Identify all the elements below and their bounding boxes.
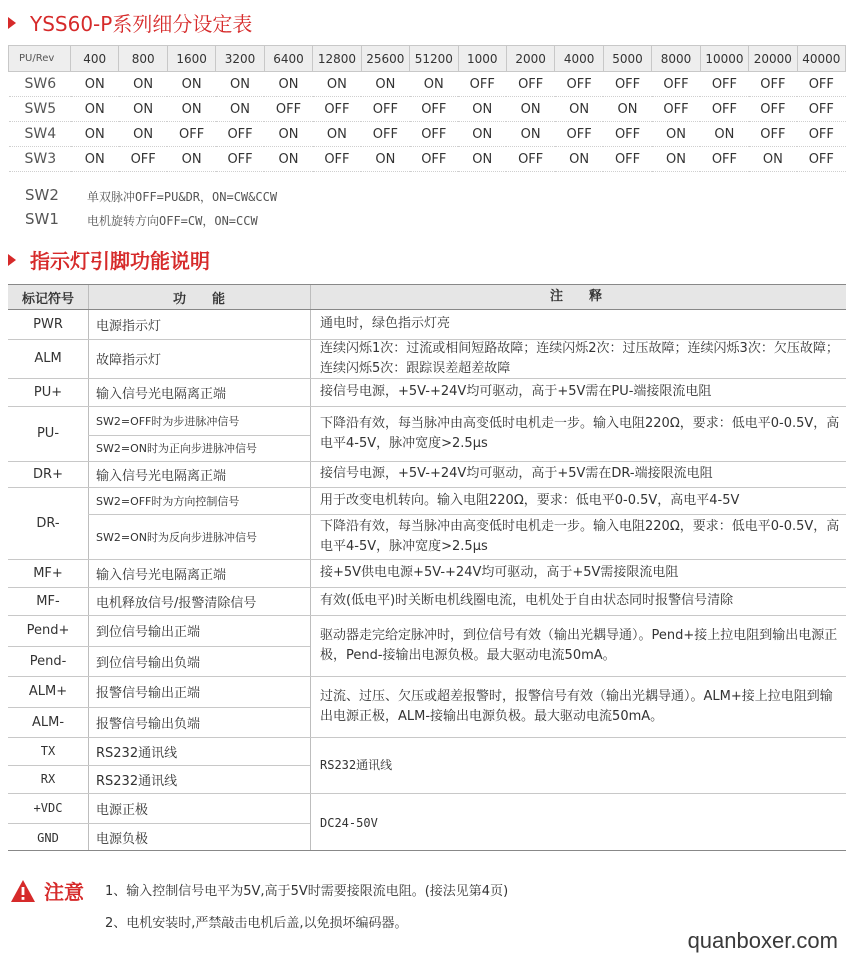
switch-state-cell: OFF <box>700 147 748 172</box>
switch-state-cell: ON <box>264 122 312 147</box>
alm-minus-function: 报警信号输出负端 <box>96 716 201 732</box>
switch-label: SW4 <box>9 122 71 147</box>
pwr-function: 电源指示灯 <box>96 318 162 334</box>
switch-state-cell: ON <box>603 97 651 122</box>
switch-state-cell: ON <box>458 147 506 172</box>
switch-state-cell: OFF <box>603 72 651 97</box>
switch-state-cell: OFF <box>361 122 409 147</box>
alm-plus-function: 报警信号输出正端 <box>96 686 201 701</box>
pwr-symbol: PWR <box>33 316 63 332</box>
switch-state-cell: ON <box>313 72 361 97</box>
watermark-text: quanboxer.com <box>687 928 838 953</box>
sw1-note <box>25 210 258 229</box>
switch-state-cell: OFF <box>313 97 361 122</box>
power-note: DC24-50V <box>320 815 378 830</box>
pulse-header-cell: 25600 <box>361 46 409 72</box>
switch-state-cell: OFF <box>603 147 651 172</box>
switch-state-cell: ON <box>119 72 167 97</box>
pu-minus-symbol: PU- <box>36 426 60 441</box>
switch-row <box>9 72 846 97</box>
switch-state-cell: OFF <box>700 97 748 122</box>
pulse-header-cell: 4000 <box>555 46 603 72</box>
notice-line-2: 2、电机安装时,严禁敲击电机后盖,以免损坏编码器。 <box>105 916 408 931</box>
rs232-note: RS232通讯线 <box>320 758 393 772</box>
section-title-pins <box>8 245 210 274</box>
gnd-symbol: GND <box>37 830 59 845</box>
dr-plus-symbol: DR+ <box>33 466 63 482</box>
pulse-header-cell: 800 <box>119 46 167 72</box>
pulse-header-cell: 6400 <box>264 46 312 72</box>
subdivision-header-row <box>9 46 846 72</box>
rx-function: RS232通讯线 <box>96 773 178 789</box>
mf-plus-symbol: MF+ <box>33 565 63 581</box>
switch-state-cell: OFF <box>216 122 264 147</box>
pin-table-header <box>8 285 846 309</box>
alm-symbol: ALM <box>34 351 62 366</box>
switch-state-cell: ON <box>361 147 409 172</box>
switch-label: SW5 <box>9 97 71 122</box>
switch-state-cell: OFF <box>652 72 700 97</box>
sw1-key: SW1 <box>25 210 59 228</box>
pulse-header-cell: 51200 <box>410 46 458 72</box>
switch-row <box>9 122 846 147</box>
section-title-text: 指示灯引脚功能说明 <box>30 249 210 273</box>
vdc-symbol: +VDC <box>33 801 63 815</box>
pwr-note: 通电时，绿色指示灯亮 <box>320 316 451 331</box>
tx-function: RS232通讯线 <box>96 745 178 761</box>
dr-plus-note: 接信号电源，+5V-+24V均可驱动，高于+5V需在DR-端接限流电阻 <box>320 466 713 481</box>
switch-label: SW3 <box>9 147 71 172</box>
mf-minus-symbol: MF- <box>36 593 60 609</box>
notice-heading <box>10 876 84 905</box>
switch-state-cell: OFF <box>797 147 845 172</box>
switch-state-cell: OFF <box>410 122 458 147</box>
switch-state-cell: OFF <box>458 72 506 97</box>
switch-state-cell: ON <box>652 122 700 147</box>
pend-note: 驱动器走完给定脉冲时，到位信号有效（输出光耦导通）。Pend+接上拉电阻到输出电源正极，Pend-接输出电源负极。最大驱动电流50mA。 <box>320 627 838 663</box>
section-title-text: YSS60-P系列细分设定表 <box>30 12 253 36</box>
tx-symbol: TX <box>40 744 56 758</box>
notice-label: 注意 <box>44 880 84 904</box>
pulse-header-cell: 20000 <box>749 46 797 72</box>
warning-icon <box>10 879 36 903</box>
triangle-bullet-icon <box>8 254 16 266</box>
pu-minus-function-off: SW2=OFF时为步进脉冲信号 <box>96 414 240 428</box>
switch-state-cell: ON <box>71 72 119 97</box>
switch-state-cell: OFF <box>506 72 554 97</box>
switch-state-cell: ON <box>313 122 361 147</box>
switch-state-cell: ON <box>71 122 119 147</box>
mf-plus-note: 接+5V供电电源+5V-+24V均可驱动，高于+5V需接限流电阻 <box>320 565 679 580</box>
pulse-header-cell: 2000 <box>506 46 554 72</box>
notice-line-1: 1、输入控制信号电平为5V,高于5V时需要接限流电阻。(接法见第4页) <box>105 884 509 899</box>
switch-state-cell: ON <box>506 97 554 122</box>
switch-state-cell: ON <box>167 72 215 97</box>
switch-state-cell: ON <box>652 147 700 172</box>
pu-minus-note: 下降沿有效，每当脉冲由高变低时电机走一步。输入电阻220Ω，要求：低电平0-0.5V，高电平4-5V，脉冲宽度>2.5μs <box>320 415 840 451</box>
vdc-function: 电源正极 <box>96 802 149 818</box>
switch-state-cell: ON <box>264 72 312 97</box>
section-title-subdivision <box>8 8 252 37</box>
switch-state-cell: ON <box>71 147 119 172</box>
alm-function: 故障指示灯 <box>96 353 162 368</box>
switch-row <box>9 97 846 122</box>
pu-minus-function-on: SW2=ON时为正向步进脉冲信号 <box>96 442 257 455</box>
switch-state-cell: ON <box>119 122 167 147</box>
switch-state-cell: OFF <box>700 72 748 97</box>
switch-state-cell: OFF <box>749 122 797 147</box>
switch-state-cell: OFF <box>167 122 215 147</box>
alm-note: 连续闪烁1次：过流或相间短路故障；连续闪烁2次：过压故障；连续闪烁3次：欠压故障；连续闪烁5次：跟踪误差超差故障 <box>320 340 839 376</box>
subdivision-table <box>8 45 846 172</box>
header-function: 功 能 <box>172 291 225 307</box>
dr-minus-note-on: 下降沿有效，每当脉冲由高变低时电机走一步。输入电阻220Ω，要求：低电平0-0.5V，高电平4-5V，脉冲宽度>2.5μs <box>320 518 840 554</box>
sw2-note <box>25 186 277 205</box>
mf-minus-note: 有效(低电平)时关断电机线圈电流，电机处于自由状态同时报警信号清除 <box>320 593 734 608</box>
switch-state-cell: OFF <box>410 97 458 122</box>
header-note: 注 释 <box>549 289 602 304</box>
sw1-text: 电机旋转方向OFF=CW，ON=CCW <box>87 214 258 228</box>
switch-state-cell: ON <box>555 97 603 122</box>
switch-state-cell: OFF <box>264 97 312 122</box>
pend-minus-function: 到位信号输出负端 <box>96 655 201 671</box>
pulse-header-cell: 1600 <box>167 46 215 72</box>
switch-state-cell: ON <box>458 122 506 147</box>
alarm-note: 过流、过压、欠压或超差报警时，报警信号有效（输出光耦导通）。ALM+接上拉电阻到输出电源正极，ALM-接输出电源负极。最大驱动电流50mA。 <box>320 688 833 724</box>
switch-state-cell: ON <box>167 97 215 122</box>
pu-plus-note: 接信号电源，+5V-+24V均可驱动，高于+5V需在PU-端接限流电阻 <box>320 384 712 399</box>
switch-state-cell: ON <box>216 72 264 97</box>
switch-state-cell: ON <box>264 147 312 172</box>
pend-plus-function: 到位信号输出正端 <box>96 625 201 640</box>
switch-state-cell: ON <box>410 72 458 97</box>
alm-minus-symbol: ALM- <box>31 714 65 730</box>
header-label: PU/Rev <box>9 46 71 72</box>
gnd-function: 电源负极 <box>96 832 149 847</box>
pulse-header-cell: 3200 <box>216 46 264 72</box>
pulse-header-cell: 40000 <box>797 46 845 72</box>
switch-state-cell: OFF <box>506 147 554 172</box>
dr-minus-function-on: SW2=ON时为反向步进脉冲信号 <box>96 530 257 544</box>
switch-state-cell: ON <box>361 72 409 97</box>
pin-function-table <box>8 284 846 851</box>
switch-state-cell: OFF <box>749 72 797 97</box>
switch-state-cell: ON <box>216 97 264 122</box>
pulse-header-cell: 5000 <box>603 46 651 72</box>
switch-state-cell: OFF <box>216 147 264 172</box>
switch-state-cell: ON <box>71 97 119 122</box>
switch-state-cell: OFF <box>797 122 845 147</box>
pend-plus-symbol: Pend+ <box>26 623 70 638</box>
dr-minus-symbol: DR- <box>36 515 60 531</box>
sw2-text: 单双脉冲OFF=PU&DR，ON=CW&CCW <box>87 190 278 204</box>
alm-plus-symbol: ALM+ <box>28 684 68 699</box>
switch-label: SW6 <box>9 72 71 97</box>
pulse-header-cell: 1000 <box>458 46 506 72</box>
switch-state-cell: ON <box>458 97 506 122</box>
triangle-bullet-icon <box>8 17 16 29</box>
pulse-header-cell: 8000 <box>652 46 700 72</box>
switch-state-cell: OFF <box>361 97 409 122</box>
pulse-header-cell: 12800 <box>313 46 361 72</box>
switch-state-cell: OFF <box>555 72 603 97</box>
switch-state-cell: OFF <box>797 97 845 122</box>
switch-state-cell: OFF <box>797 72 845 97</box>
pu-plus-function: 输入信号光电隔离正端 <box>96 386 227 402</box>
pu-plus-symbol: PU+ <box>33 384 63 400</box>
switch-state-cell: ON <box>167 147 215 172</box>
switch-state-cell: ON <box>506 122 554 147</box>
pend-minus-symbol: Pend- <box>29 653 67 669</box>
switch-row <box>9 147 846 172</box>
switch-state-cell: OFF <box>410 147 458 172</box>
switch-state-cell: ON <box>555 147 603 172</box>
switch-state-cell: OFF <box>313 147 361 172</box>
pulse-header-cell: 10000 <box>700 46 748 72</box>
switch-state-cell: OFF <box>555 122 603 147</box>
mf-plus-function: 输入信号光电隔离正端 <box>96 567 227 583</box>
switch-state-cell: ON <box>749 147 797 172</box>
switch-state-cell: ON <box>119 97 167 122</box>
dr-minus-function-off: SW2=OFF时为方向控制信号 <box>96 494 240 508</box>
switch-state-cell: OFF <box>749 97 797 122</box>
pulse-header-cell: 400 <box>71 46 119 72</box>
switch-state-cell: OFF <box>652 97 700 122</box>
rx-symbol: RX <box>40 772 56 786</box>
switch-state-cell: ON <box>700 122 748 147</box>
switch-state-cell: OFF <box>603 122 651 147</box>
header-symbol: 标记符号 <box>21 291 74 307</box>
mf-minus-function: 电机释放信号/报警清除信号 <box>96 595 257 611</box>
dr-minus-note-off: 用于改变电机转向。输入电阻220Ω，要求：低电平0-0.5V，高电平4-5V <box>320 492 740 508</box>
sw2-key: SW2 <box>25 186 59 204</box>
dr-plus-function: 输入信号光电隔离正端 <box>96 468 227 484</box>
switch-state-cell: OFF <box>119 147 167 172</box>
